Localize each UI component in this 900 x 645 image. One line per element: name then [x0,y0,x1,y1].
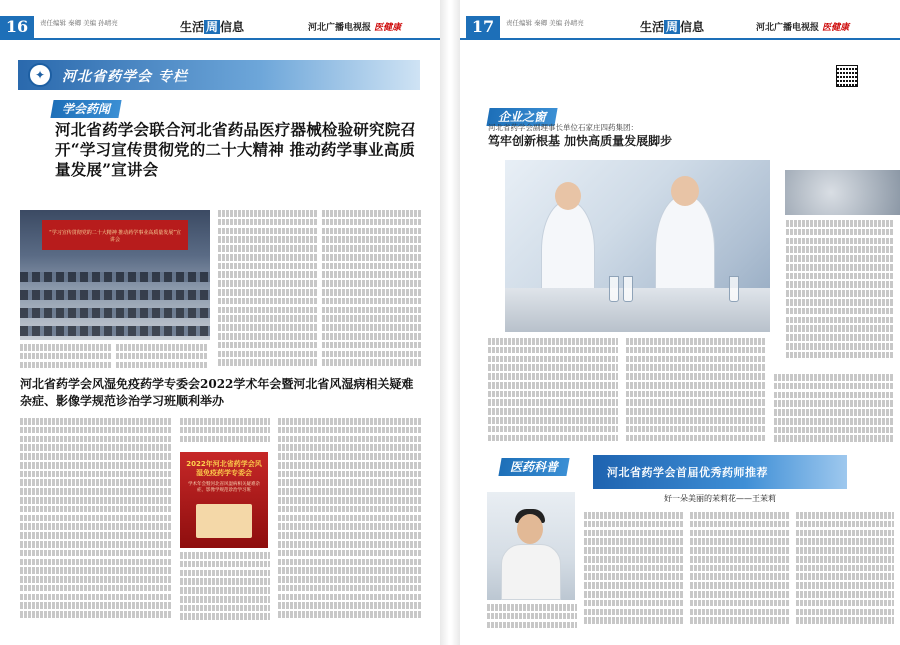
section-title-highlight: 周 [666,20,679,34]
page-number: 17 [466,16,500,38]
section-tag-science-label: 医药科普 [510,460,559,474]
qr-code-icon [836,65,858,87]
paper-name-pre: 河北广播电视报 [756,23,820,33]
poster-image [196,504,252,538]
poster-title: 2022年河北省药学会风湿免疫药学专委会 [186,460,262,477]
section-tag-enterprise-label: 企业之窗 [498,110,547,124]
award-text-col1 [584,512,684,630]
paper-name [308,20,401,33]
editor-meta: 责任编辑 秦卿 美编 孙晴亮 [40,19,118,27]
article2-text-col2-bottom [180,552,270,628]
award-text-col3 [796,512,894,630]
meeting-photo [20,210,210,340]
section-title [640,18,704,35]
pharmacist-award-banner [593,455,847,489]
article1-text-col1b [116,344,208,374]
section-title-highlight: 周 [206,20,219,34]
header-rule [0,38,440,40]
paper-name-brand: 医健康 [374,23,402,33]
article1-text-col3 [322,210,422,370]
paper-name [756,20,849,33]
conference-poster [180,452,268,548]
header-rule [460,38,900,40]
article2-text-col3 [278,418,422,628]
award-subheadline: 好一朵美丽的茉莉花——王茉莉 [664,494,776,503]
enterprise-label: 河北省药学会副理事长单位石家庄四药集团： [488,123,638,132]
left-page-header [0,16,440,38]
enterprise-text-side [786,220,894,370]
page-gutter [440,0,460,645]
poster-subtitle: 学术年会暨河北省风湿病相关疑难杂症、影像学规范诊治学习班 [188,482,260,493]
article2-text-col2-top [180,418,270,450]
product-photo [785,170,900,215]
award-text-under-photo [487,604,577,630]
enterprise-text-col3 [774,374,894,446]
section-tag-news-label: 学会药闻 [62,102,111,116]
section-tag-news [50,100,121,118]
banner-title: 河北省药学会 专栏 [62,69,188,85]
section-title-post: 信息 [680,20,705,34]
meeting-screen [42,220,188,250]
enterprise-text-col1 [488,338,618,446]
editor-meta: 责任编辑 秦卿 美编 孙晴亮 [506,19,584,27]
section-title-pre: 生活 [640,20,665,34]
paper-name-brand: 医健康 [822,23,850,33]
headline-enterprise: 笃牢创新根基 加快高质量发展脚步 [488,134,673,148]
award-text-col2 [690,512,790,630]
association-logo-icon: ✦ [28,63,52,87]
section-title-pre: 生活 [180,20,205,34]
article1-text-col1 [20,344,112,374]
lab-photo [505,160,770,332]
headline-rheumatology: 河北省药学会风湿免疫药学专委会2022学术年会暨河北省风湿病相关疑难杂症、影像学规范诊治学习班顺利举办 [20,377,414,408]
right-page-header [460,16,900,38]
association-banner [18,60,420,90]
headline-lecture: 河北省药学会联合河北省药品医疗器械检验研究院召开“学习宣传贯彻党的二十大精神 推动药学事业高质量发展”宣讲会 [55,120,417,179]
pharmacist-portrait [487,492,575,600]
page-number: 16 [0,16,34,38]
meeting-screen-text: “学习宣传贯彻党的二十大精神 推动药学事业高质量发展”宣讲会 [49,230,181,243]
article1-text-col2 [218,210,318,370]
section-tag-science [498,458,569,476]
section-title [180,18,244,35]
section-title-post: 信息 [220,20,245,34]
award-banner-title: 河北省药学会首届优秀药师推荐 [607,466,768,479]
paper-name-pre: 河北广播电视报 [308,23,372,33]
article2-text-col1 [20,418,172,628]
lab-worker-1 [541,200,595,300]
enterprise-text-col2 [626,338,766,446]
